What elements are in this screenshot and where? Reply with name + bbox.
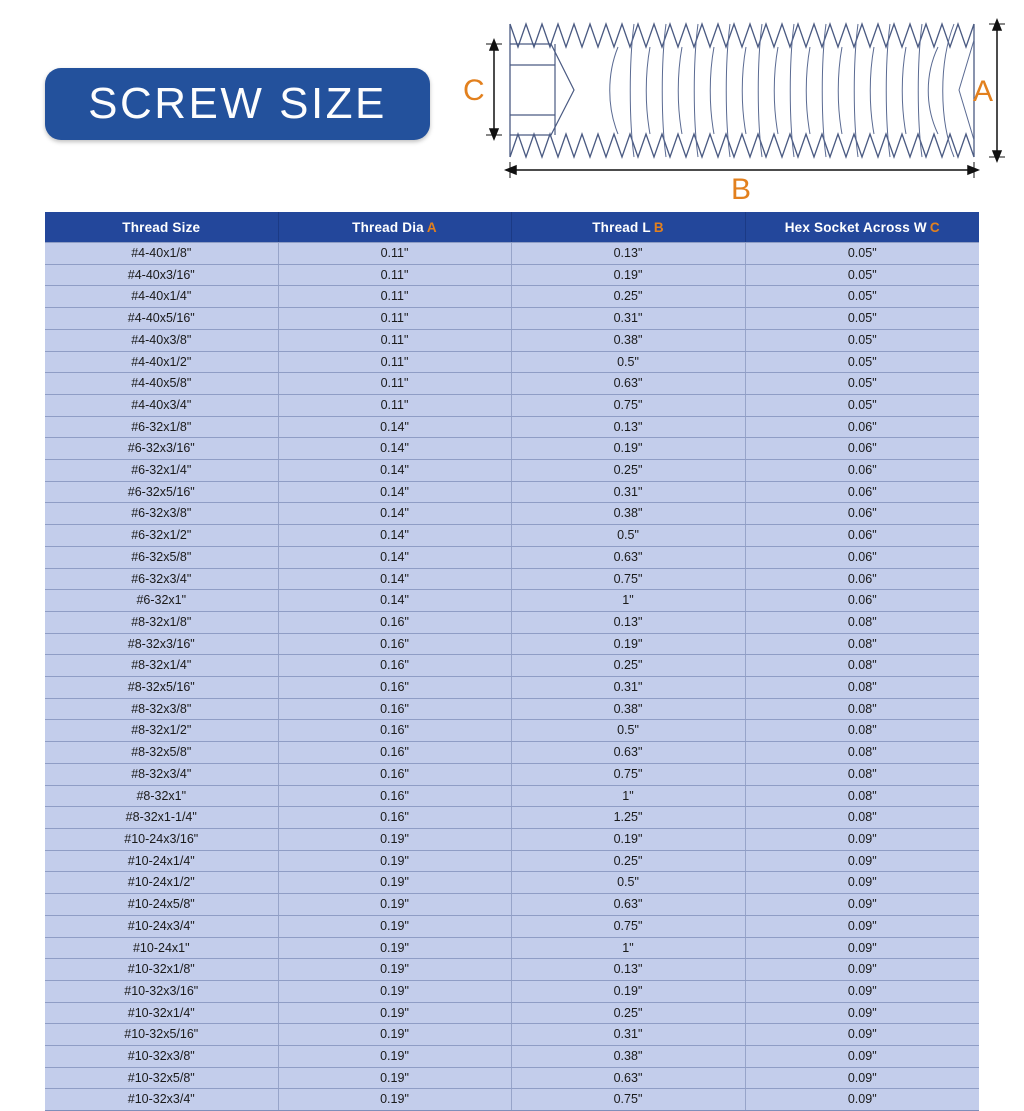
cell-thread-dia: 0.19" <box>278 828 511 850</box>
column-header-label: Thread L <box>592 219 651 235</box>
table-row <box>45 807 979 829</box>
cell-thread-dia: 0.19" <box>278 915 511 937</box>
cell-thread-dia: 0.19" <box>278 1046 511 1068</box>
cell-thread-dia: 0.16" <box>278 742 511 764</box>
table-row <box>45 264 979 286</box>
cell-thread-dia: 0.11" <box>278 329 511 351</box>
cell-thread-length: 0.63" <box>511 546 745 568</box>
cell-hex-socket-across: 0.08" <box>745 611 979 633</box>
table-row <box>45 937 979 959</box>
cell-hex-socket-across: 0.08" <box>745 742 979 764</box>
cell-thread-length: 0.75" <box>511 568 745 590</box>
cell-thread-size: #8-32x1/2" <box>45 720 278 742</box>
cell-thread-size: #6-32x1/4" <box>45 460 278 482</box>
cell-hex-socket-across: 0.05" <box>745 373 979 395</box>
screw-body-outline <box>510 24 974 157</box>
cell-thread-dia: 0.16" <box>278 633 511 655</box>
cell-thread-size: #4-40x3/8" <box>45 329 278 351</box>
cell-hex-socket-across: 0.09" <box>745 872 979 894</box>
cell-thread-dia: 0.16" <box>278 611 511 633</box>
cell-thread-dia: 0.19" <box>278 850 511 872</box>
cell-thread-length: 0.31" <box>511 677 745 699</box>
cell-thread-size: #10-32x5/8" <box>45 1067 278 1089</box>
cell-thread-size: #4-40x1/2" <box>45 351 278 373</box>
cell-thread-size: #10-32x3/8" <box>45 1046 278 1068</box>
cell-hex-socket-across: 0.06" <box>745 416 979 438</box>
column-dim-letter-a: A <box>426 219 437 235</box>
table-row <box>45 590 979 612</box>
column-header-label: Hex Socket Across W <box>784 219 927 235</box>
cell-thread-length: 0.5" <box>511 872 745 894</box>
table-row <box>45 872 979 894</box>
cell-thread-length: 0.25" <box>511 655 745 677</box>
cell-hex-socket-across: 0.08" <box>745 633 979 655</box>
cell-thread-size: #10-24x5/8" <box>45 894 278 916</box>
socket-set-screw-diagram <box>455 2 1020 202</box>
cell-thread-dia: 0.11" <box>278 308 511 330</box>
cell-thread-dia: 0.19" <box>278 959 511 981</box>
cell-thread-dia: 0.14" <box>278 546 511 568</box>
cell-hex-socket-across: 0.05" <box>745 308 979 330</box>
cell-hex-socket-across: 0.06" <box>745 546 979 568</box>
cell-thread-size: #6-32x3/4" <box>45 568 278 590</box>
cell-thread-size: #10-24x3/4" <box>45 915 278 937</box>
table-header <box>45 212 979 243</box>
cell-thread-size: #4-40x3/4" <box>45 394 278 416</box>
cell-hex-socket-across: 0.08" <box>745 720 979 742</box>
cell-thread-dia: 0.14" <box>278 525 511 547</box>
cell-hex-socket-across: 0.06" <box>745 525 979 547</box>
table-row <box>45 1002 979 1024</box>
cell-hex-socket-across: 0.06" <box>745 460 979 482</box>
cell-hex-socket-across: 0.05" <box>745 243 979 265</box>
cell-thread-dia: 0.19" <box>278 1024 511 1046</box>
cell-thread-dia: 0.19" <box>278 894 511 916</box>
cell-hex-socket-across: 0.09" <box>745 828 979 850</box>
cell-thread-length: 0.63" <box>511 1067 745 1089</box>
table-row <box>45 915 979 937</box>
cell-thread-length: 0.38" <box>511 698 745 720</box>
table-row <box>45 720 979 742</box>
column-header-hex-socket-across <box>745 212 979 243</box>
cell-thread-dia: 0.19" <box>278 980 511 1002</box>
cell-hex-socket-across: 0.05" <box>745 264 979 286</box>
table-row <box>45 959 979 981</box>
cell-thread-length: 1" <box>511 785 745 807</box>
table-row <box>45 1089 979 1111</box>
table-row <box>45 698 979 720</box>
cell-thread-dia: 0.11" <box>278 351 511 373</box>
table-row <box>45 828 979 850</box>
table-row <box>45 503 979 525</box>
cell-thread-length: 0.38" <box>511 329 745 351</box>
cell-hex-socket-across: 0.09" <box>745 1024 979 1046</box>
cell-hex-socket-across: 0.09" <box>745 915 979 937</box>
cell-hex-socket-across: 0.09" <box>745 1046 979 1068</box>
cell-thread-dia: 0.19" <box>278 872 511 894</box>
cell-thread-size: #8-32x5/16" <box>45 677 278 699</box>
table-row <box>45 980 979 1002</box>
cell-thread-length: 0.13" <box>511 611 745 633</box>
cell-thread-size: #10-32x5/16" <box>45 1024 278 1046</box>
cell-thread-size: #10-24x1/2" <box>45 872 278 894</box>
dimension-label-c: C <box>463 74 485 107</box>
cell-thread-length: 0.25" <box>511 460 745 482</box>
cell-thread-length: 0.75" <box>511 915 745 937</box>
cell-thread-dia: 0.19" <box>278 937 511 959</box>
cell-thread-length: 0.38" <box>511 503 745 525</box>
cell-thread-size: #8-32x3/8" <box>45 698 278 720</box>
cell-thread-dia: 0.14" <box>278 481 511 503</box>
cell-hex-socket-across: 0.06" <box>745 590 979 612</box>
cell-thread-length: 0.25" <box>511 850 745 872</box>
cell-hex-socket-across: 0.08" <box>745 807 979 829</box>
cell-thread-size: #6-32x5/16" <box>45 481 278 503</box>
cell-thread-length: 0.19" <box>511 980 745 1002</box>
cell-thread-size: #10-24x1/4" <box>45 850 278 872</box>
cell-hex-socket-across: 0.05" <box>745 394 979 416</box>
cell-thread-size: #10-32x1/8" <box>45 959 278 981</box>
table-header-row <box>45 212 979 243</box>
table-row <box>45 785 979 807</box>
cell-thread-length: 0.63" <box>511 742 745 764</box>
table-row <box>45 243 979 265</box>
cell-thread-size: #10-32x3/4" <box>45 1089 278 1111</box>
table-row <box>45 546 979 568</box>
cell-hex-socket-across: 0.09" <box>745 937 979 959</box>
table-row <box>45 460 979 482</box>
cell-thread-length: 0.75" <box>511 1089 745 1111</box>
cell-hex-socket-across: 0.06" <box>745 503 979 525</box>
table-row <box>45 763 979 785</box>
table-row <box>45 525 979 547</box>
cell-thread-length: 0.5" <box>511 525 745 547</box>
table-row <box>45 1024 979 1046</box>
cell-thread-size: #10-24x1" <box>45 937 278 959</box>
cell-thread-size: #8-32x1/8" <box>45 611 278 633</box>
cell-thread-length: 0.75" <box>511 394 745 416</box>
table-row <box>45 351 979 373</box>
cell-thread-size: #10-32x1/4" <box>45 1002 278 1024</box>
dimension-label-a: A <box>973 75 994 108</box>
cell-thread-size: #6-32x5/8" <box>45 546 278 568</box>
cell-thread-length: 0.63" <box>511 373 745 395</box>
cell-hex-socket-across: 0.08" <box>745 677 979 699</box>
cell-hex-socket-across: 0.05" <box>745 351 979 373</box>
cell-hex-socket-across: 0.06" <box>745 438 979 460</box>
cell-thread-size: #4-40x1/4" <box>45 286 278 308</box>
column-dim-letter-b: B <box>653 219 664 235</box>
table-row <box>45 655 979 677</box>
cell-hex-socket-across: 0.06" <box>745 481 979 503</box>
cell-thread-size: #6-32x1/8" <box>45 416 278 438</box>
cell-thread-dia: 0.14" <box>278 460 511 482</box>
cell-thread-size: #4-40x3/16" <box>45 264 278 286</box>
cell-thread-length: 0.31" <box>511 1024 745 1046</box>
cell-thread-dia: 0.16" <box>278 698 511 720</box>
table-row <box>45 329 979 351</box>
cell-thread-size: #6-32x3/16" <box>45 438 278 460</box>
cell-thread-size: #8-32x1/4" <box>45 655 278 677</box>
cell-thread-dia: 0.16" <box>278 655 511 677</box>
cell-thread-length: 0.19" <box>511 438 745 460</box>
cell-thread-dia: 0.14" <box>278 568 511 590</box>
table-row <box>45 850 979 872</box>
cell-thread-length: 0.31" <box>511 308 745 330</box>
table-row <box>45 308 979 330</box>
table-row <box>45 286 979 308</box>
cell-thread-dia: 0.16" <box>278 677 511 699</box>
cell-hex-socket-across: 0.08" <box>745 763 979 785</box>
table-row <box>45 677 979 699</box>
cell-thread-size: #4-40x5/8" <box>45 373 278 395</box>
table-row <box>45 1067 979 1089</box>
cell-thread-size: #6-32x3/8" <box>45 503 278 525</box>
column-header-thread-size <box>45 212 278 243</box>
cell-thread-dia: 0.11" <box>278 243 511 265</box>
cell-hex-socket-across: 0.06" <box>745 568 979 590</box>
cell-thread-length: 0.19" <box>511 828 745 850</box>
cell-hex-socket-across: 0.08" <box>745 655 979 677</box>
cell-thread-size: #10-32x3/16" <box>45 980 278 1002</box>
table-row <box>45 568 979 590</box>
cell-thread-size: #8-32x1-1/4" <box>45 807 278 829</box>
cell-hex-socket-across: 0.05" <box>745 329 979 351</box>
cell-thread-length: 0.5" <box>511 720 745 742</box>
cell-thread-length: 1.25" <box>511 807 745 829</box>
cell-hex-socket-across: 0.09" <box>745 959 979 981</box>
cell-thread-length: 0.63" <box>511 894 745 916</box>
cell-thread-dia: 0.16" <box>278 720 511 742</box>
column-header-label: Thread Size <box>122 219 201 235</box>
cell-thread-dia: 0.11" <box>278 394 511 416</box>
cell-hex-socket-across: 0.09" <box>745 1089 979 1111</box>
cell-thread-dia: 0.16" <box>278 807 511 829</box>
cell-hex-socket-across: 0.09" <box>745 1067 979 1089</box>
cell-thread-length: 0.38" <box>511 1046 745 1068</box>
cell-hex-socket-across: 0.09" <box>745 1002 979 1024</box>
cell-thread-dia: 0.14" <box>278 438 511 460</box>
cell-thread-dia: 0.19" <box>278 1002 511 1024</box>
cell-thread-length: 0.5" <box>511 351 745 373</box>
table-row <box>45 394 979 416</box>
cell-thread-dia: 0.11" <box>278 286 511 308</box>
column-dim-letter-c: C <box>929 219 940 235</box>
cell-thread-length: 1" <box>511 590 745 612</box>
cell-thread-size: #4-40x5/16" <box>45 308 278 330</box>
cell-thread-size: #8-32x1" <box>45 785 278 807</box>
cell-thread-dia: 0.19" <box>278 1067 511 1089</box>
table-row <box>45 1046 979 1068</box>
cell-thread-length: 0.13" <box>511 243 745 265</box>
cell-thread-dia: 0.11" <box>278 373 511 395</box>
table-row <box>45 481 979 503</box>
table-row <box>45 438 979 460</box>
cell-thread-length: 1" <box>511 937 745 959</box>
page-title: SCREW SIZE <box>88 79 387 128</box>
cell-thread-size: #8-32x3/16" <box>45 633 278 655</box>
cell-thread-length: 0.19" <box>511 633 745 655</box>
cell-thread-dia: 0.16" <box>278 785 511 807</box>
table-row <box>45 416 979 438</box>
cell-thread-length: 0.25" <box>511 286 745 308</box>
cell-thread-length: 0.13" <box>511 416 745 438</box>
cell-thread-length: 0.25" <box>511 1002 745 1024</box>
column-header-thread-length <box>511 212 745 243</box>
dimension-c-arrow <box>486 40 502 139</box>
column-header-thread-dia <box>278 212 511 243</box>
cell-thread-length: 0.31" <box>511 481 745 503</box>
cell-thread-dia: 0.14" <box>278 416 511 438</box>
cell-thread-size: #6-32x1" <box>45 590 278 612</box>
cell-thread-size: #6-32x1/2" <box>45 525 278 547</box>
cell-thread-length: 0.19" <box>511 264 745 286</box>
cell-thread-size: #10-24x3/16" <box>45 828 278 850</box>
cell-thread-size: #8-32x5/8" <box>45 742 278 764</box>
cell-hex-socket-across: 0.09" <box>745 980 979 1002</box>
cell-hex-socket-across: 0.05" <box>745 286 979 308</box>
screw-size-title-badge <box>45 68 430 140</box>
cell-thread-dia: 0.19" <box>278 1089 511 1111</box>
cell-hex-socket-across: 0.08" <box>745 698 979 720</box>
table-row <box>45 742 979 764</box>
cell-hex-socket-across: 0.09" <box>745 894 979 916</box>
cell-thread-size: #8-32x3/4" <box>45 763 278 785</box>
cell-hex-socket-across: 0.08" <box>745 785 979 807</box>
table-row <box>45 611 979 633</box>
table-row <box>45 373 979 395</box>
cell-hex-socket-across: 0.09" <box>745 850 979 872</box>
cell-thread-length: 0.75" <box>511 763 745 785</box>
cell-thread-dia: 0.16" <box>278 763 511 785</box>
cell-thread-dia: 0.11" <box>278 264 511 286</box>
table-body <box>45 243 979 1111</box>
cell-thread-dia: 0.14" <box>278 503 511 525</box>
table-row <box>45 633 979 655</box>
cell-thread-dia: 0.14" <box>278 590 511 612</box>
cell-thread-length: 0.13" <box>511 959 745 981</box>
column-header-label: Thread Dia <box>352 219 424 235</box>
dimension-label-b: B <box>731 173 752 202</box>
screw-size-table <box>45 212 979 1111</box>
table-row <box>45 894 979 916</box>
cell-thread-size: #4-40x1/8" <box>45 243 278 265</box>
